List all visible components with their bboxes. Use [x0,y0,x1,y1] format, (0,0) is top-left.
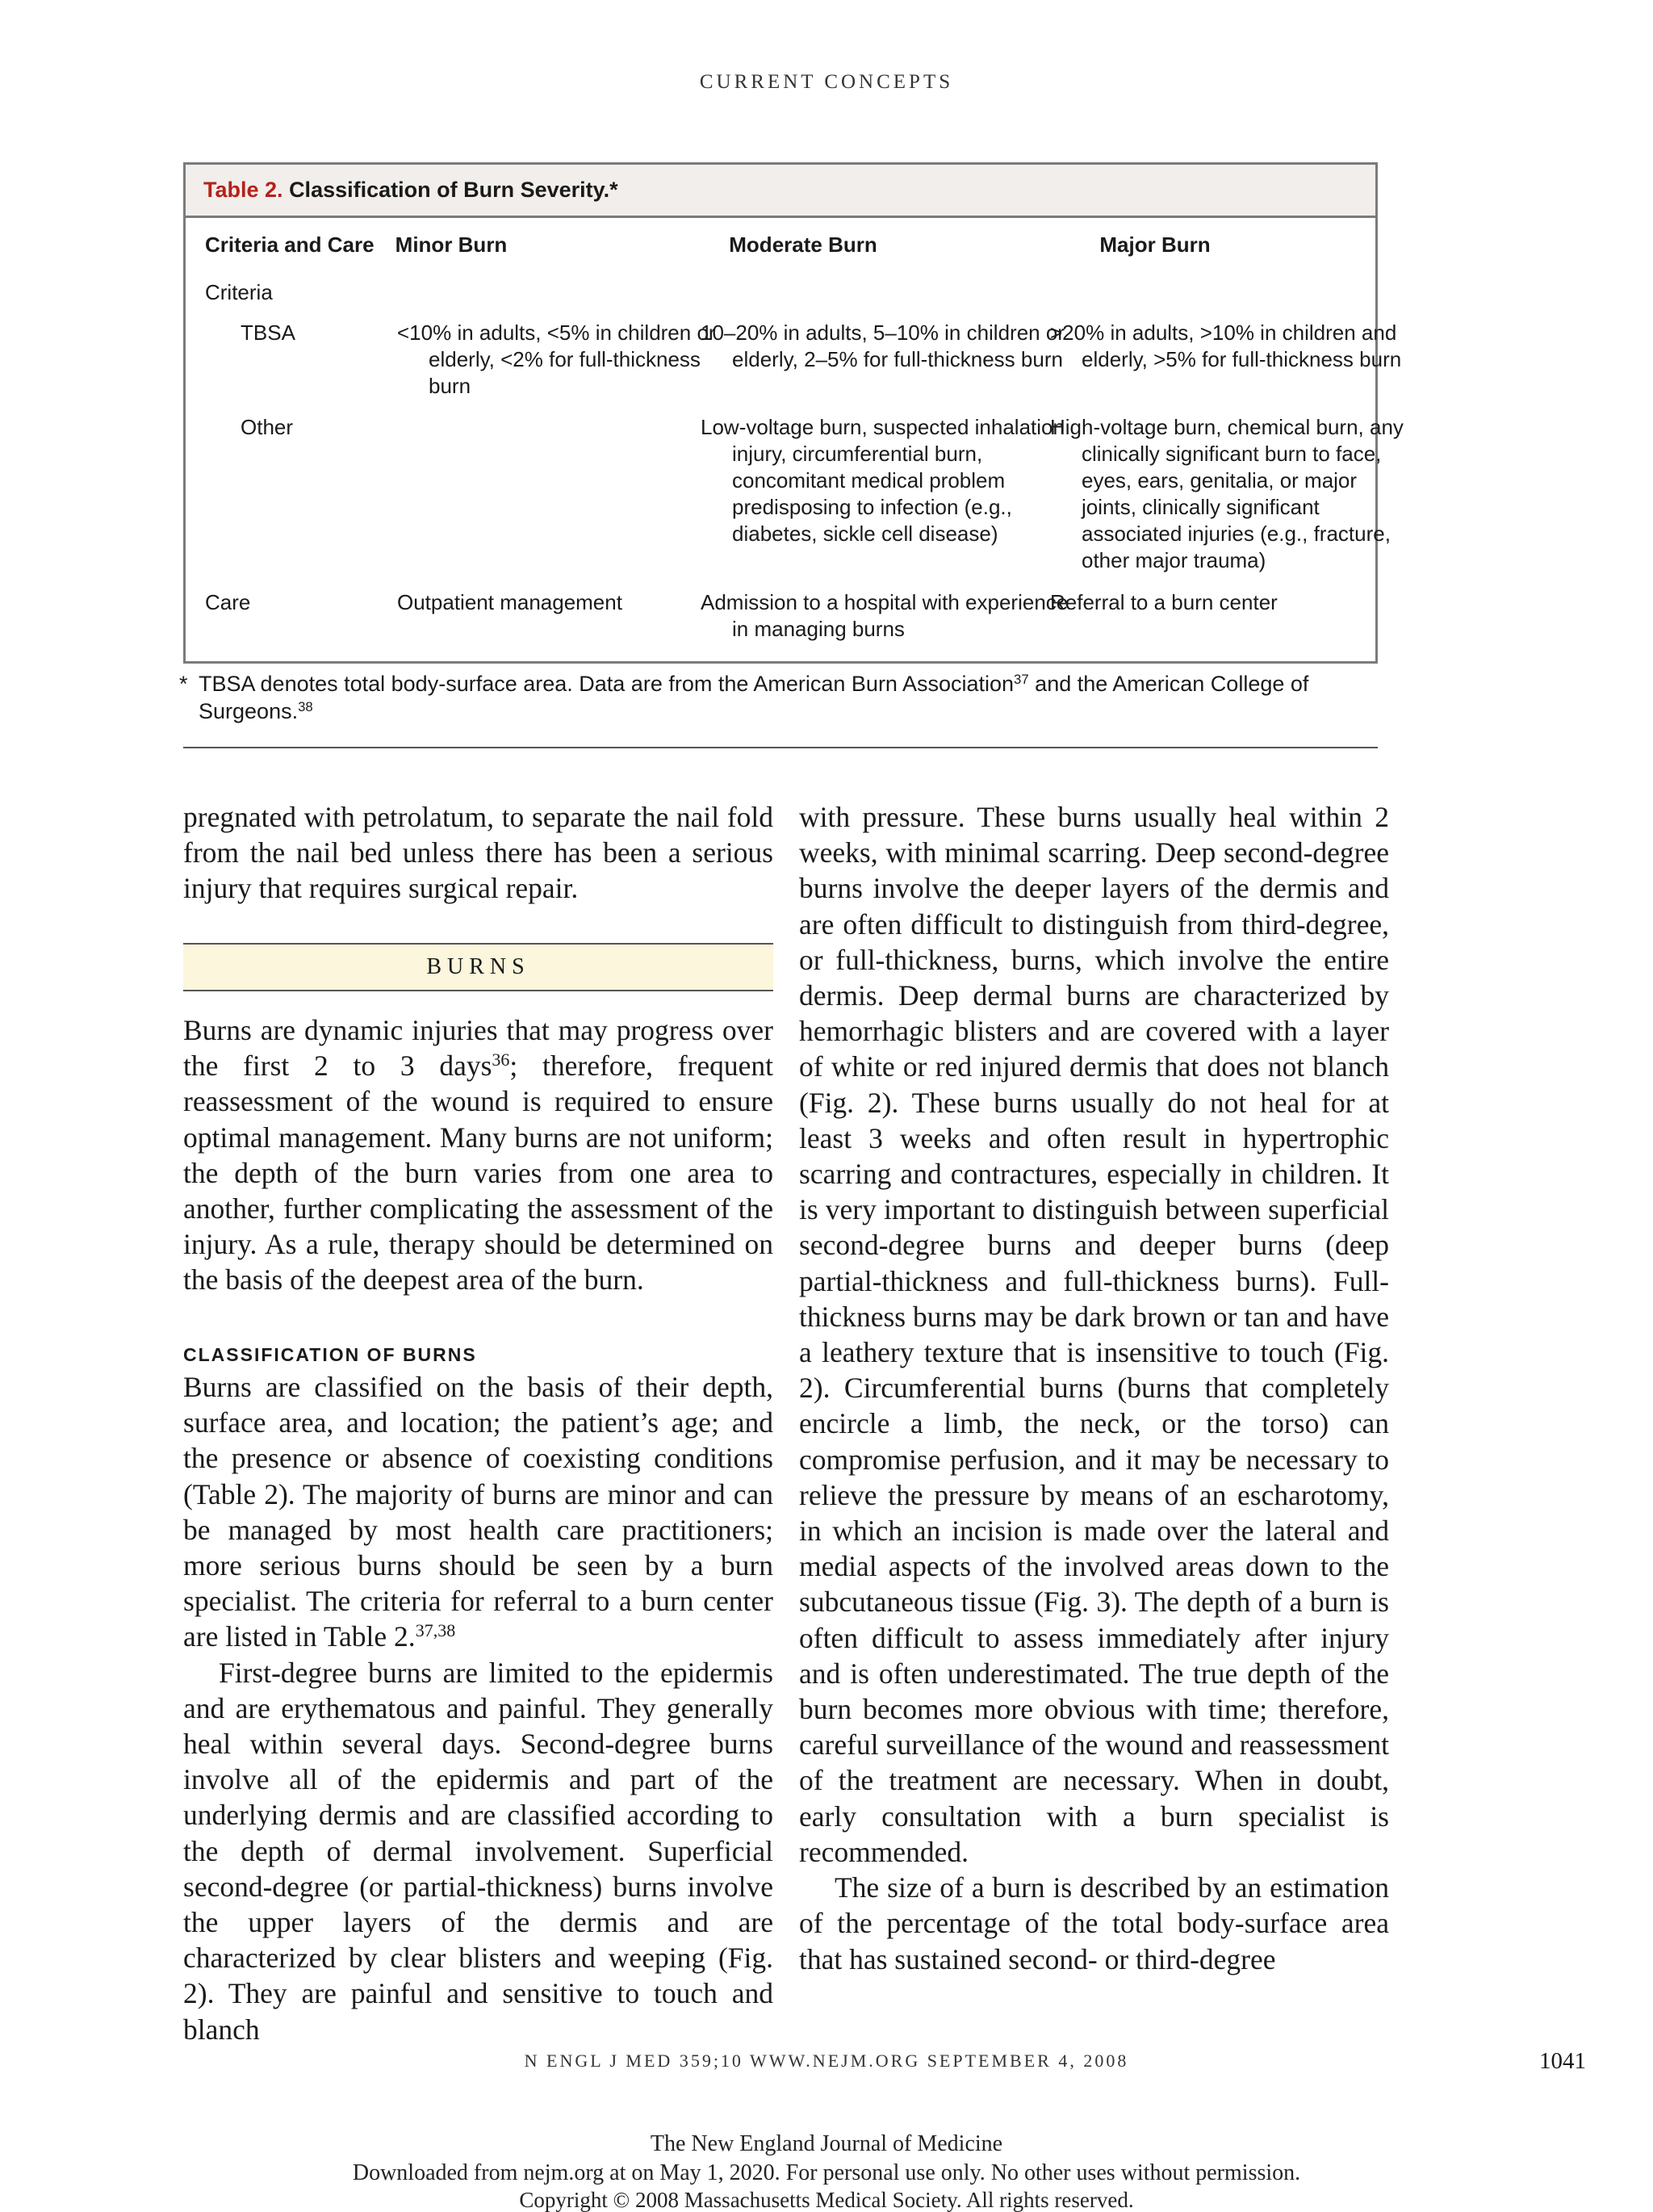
table-cell-tbsa-major: >20% in adults, >10% in children and elderly, >5% for full-thickness burn [1050,320,1402,371]
table-row-label-tbsa: TBSA [241,320,295,345]
table-header-criteria: Criteria and Care [205,233,375,257]
table-header-minor: Minor Burn [395,233,508,257]
running-head: CURRENT CONCEPTS [699,71,954,93]
footnote-divider [183,747,1378,748]
table-footnote: * TBSA denotes total body-surface area. Data are from the American Burn Association$^{37}$ and the American College of Surgeons.$^{38}$ [179,671,1309,723]
left-column-intro [183,799,773,907]
burns-paragraph: Burns are dynamic injuries that may progress over the first 2 to 3 days$^{36}$; therefore, frequent reassessment of the wound is required to ensure optimal management. Many burns are not uniform; the depth of the burn varies from one area to another, further complicating the assessment of the injury. As a rule, therapy should be determined on the basis of the deepest area of the burn. [183,1014,773,1297]
table-cell-tbsa-minor: <10% in adults, <5% in children or elderly, <2% for full-thickness burn [397,320,716,398]
journal-footer: N ENGL J MED 359;10 WWW.NEJM.ORG SEPTEMBER 4, 2008 [524,2051,1129,2071]
table-title: Classification of Burn Severity.* [289,178,618,202]
intro-paragraph: pregnated with petrolatum, to separate the nail fold from the nail bed unless there has been a serious injury that requires surgical repair. [183,801,773,905]
table-cell-other-major: High-voltage burn, chemical burn, any clinically significant burn to face, eyes, ears, genitalia, or major joints, clinically significant associated injuries (e.g., fracture, other major trauma) [1050,415,1404,572]
table-cell-care-major: Referral to a burn center [1050,590,1278,614]
left-column-classification [183,1369,773,2047]
table-header-major: Major Burn [1099,233,1211,257]
table-criteria-label: Criteria [205,280,273,304]
right-paragraph-1: with pressure. These burns usually heal within 2 weeks, with minimal scarring. Deep second-degree burns involve the deeper layers of the dermis and are often difficult to distinguish from third-degree, or full-thickness, burns, which involve the entire dermis. Deep dermal burns are characterized by hemorrhagic blisters and are covered with a layer of white or red injured dermis that does not blanch (Fig. 2). These burns usually do not heal for at least 3 weeks and often result in hypertrophic scarring and contractures, especially in children. It is very important to distinguish between superficial second-degree burns and deeper burns (deep partial-thickness and full-thickness burns). Full-thickness burns may be dark brown or tan and have a leathery texture that is insensitive to touch (Fig. 2). Circumferential burns (burns that completely encircle a limb, the neck, or the torso) can compromise perfusion, and it may be necessary to relieve the pressure by means of an escharotomy, in which an incision is made over the lateral and medial aspects of the involved areas down to the subcutaneous tissue (Fig. 3). The depth of a burn is often difficult to assess immediately after injury and is often underestimated. The true depth of the burn becomes more obvious with time; therefore, careful surveillance of the wound and reassessment of the treatment are necessary. When in doubt, early consultation with a burn specialist is recommended. [799,801,1389,1868]
table-row-label-care: Care [205,590,251,614]
table-cell-tbsa-moderate: 10–20% in adults, 5–10% in children or elderly, 2–5% for full-thickness burn [701,320,1065,371]
classification-paragraph-1: Burns are classified on the basis of their depth, surface area, and location; the patient’s age; and the presence or absence of coexisting conditions (Table 2). The majority of burns are minor and can be managed by most health care practitioners; more serious burns should be seen by a burn specialist. The criteria for referral to a burn center are listed in Table 2.$^{37,38}$ [183,1371,773,1653]
classification-paragraph-2: First-degree burns are limited to the epidermis and are erythematous and painful. They generally heal within several days. Second-degree burns involve all of the epidermis and part of the underlying dermis and are classified according to the depth of dermal involvement. Superficial second-degree (or partial-thickness) burns involve the upper layers of the dermis and are characterized by clear blisters and weeping (Fig. 2). They are painful and sensitive to touch and blanch [183,1656,773,2046]
download-notice-copyright: Copyright © 2008 Massachusetts Medical Society. All rights reserved. [519,2188,1134,2212]
table-row-label-other: Other [241,415,294,439]
burn-severity-table [183,162,1404,664]
section-heading-burns: BURNS [183,943,773,991]
right-column [799,799,1389,1977]
table-cell-care-moderate: Admission to a hospital with experience in managing burns [701,590,1069,641]
subheading-classification: CLASSIFICATION OF BURNS [183,1344,477,1365]
left-column-burns [183,1012,773,1298]
page-number: 1041 [1539,2048,1586,2074]
table-header-moderate: Moderate Burn [729,233,877,257]
right-paragraph-2: The size of a burn is described by an estimation of the percentage of the total body-surface area that has sustained second- or third-degree [799,1871,1389,1975]
table-cell-care-minor: Outpatient management [397,590,622,614]
table-title-bar [186,165,1375,218]
table-cell-other-moderate: Low-voltage burn, suspected inhalation injury, circumferential burn, concomitant medical problem predisposing to infection (e.g., diabetes, sickle cell disease) [701,415,1065,546]
download-notice-usage: Downloaded from nejm.org at on May 1, 2020. For personal use only. No other uses without permission. [352,2160,1301,2185]
footnote-mark: * [179,672,188,696]
table-label: Table 2. [203,178,283,202]
download-notice-journal: The New England Journal of Medicine [650,2131,1003,2156]
